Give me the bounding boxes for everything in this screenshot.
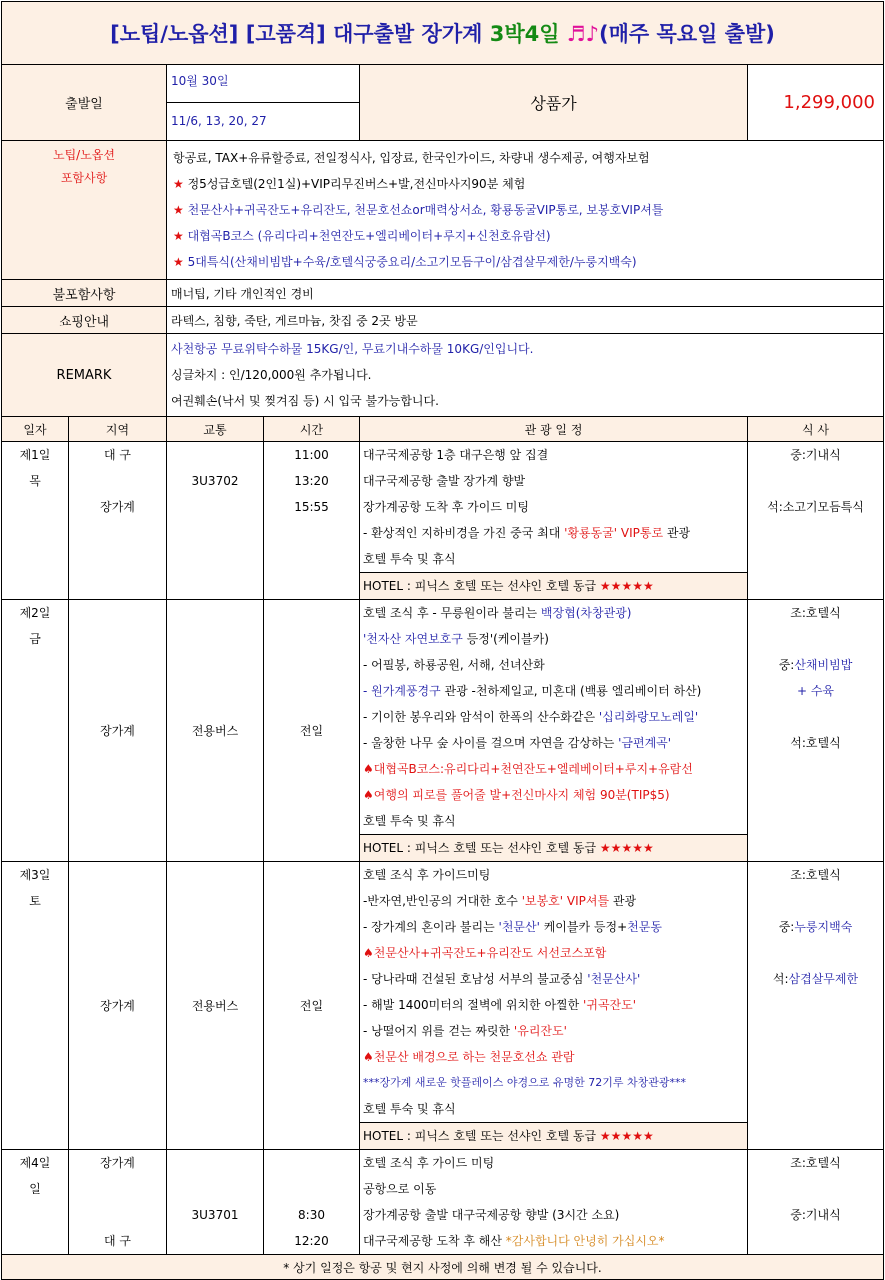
includes-item [173,197,877,223]
includes-label [2,141,167,280]
schedule-item [363,1018,744,1044]
meal-cell [748,862,884,1150]
schedule-highlight: 천문동 [627,920,662,934]
schedule-item [363,914,744,940]
meal: 조:호텔식 [790,606,841,620]
includes-item-text: 5대특식(산채비빔밥+수육/호텔식궁중요리/소고기모듬구이/삼겹살무제한/누룽지백숙) [187,255,637,269]
schedule-text: - 환상적인 지하비경을 가진 중국 최대 [363,526,565,540]
title-departure-note: (매주 목요일 출발) [599,22,775,46]
day-number: 제4일 [19,1156,51,1170]
region: 대 구 [104,1234,131,1248]
day-of-week: 토 [29,894,41,908]
excludes-text: 매너팁, 기타 개인적인 경비 [167,280,884,307]
schedule-highlight: '천문산' [498,920,540,934]
departure-label: 출발일 [2,65,167,141]
time-cell [264,1150,360,1255]
schedule-highlight: '천자산 자연보호구 [363,632,463,646]
shopping-label: 쇼핑안내 [2,307,167,334]
schedule-highlight: '유리잔도' [513,1024,567,1038]
includes-item [173,249,877,275]
price-label: 상품가 [360,65,748,141]
includes-item [173,223,877,249]
music-note-icon: ♬♪ [559,22,600,46]
schedule-item: ♠천문산사+귀곡잔도+유리잔도 서선코스포함 [363,946,607,960]
schedule-cell [360,442,748,600]
includes-item-text: 천문산사+귀곡잔도+유리잔도, 천문호선쇼or매력상서쇼, 황룡동굴VIP통로, 보봉호VIP셔틀 [187,203,664,217]
remark-item: 여권훼손(낙서 및 찢겨짐 등) 시 입국 불가능합니다. [171,394,439,408]
hotel-info [360,1122,747,1149]
schedule-highlight: - 원가계풍경구 [363,684,441,698]
schedule-item [363,600,744,626]
day-of-week: 일 [29,1182,41,1196]
title-duration: 3박4일 [489,22,560,46]
schedule-highlight: 백장협(차창관광) [540,606,632,620]
schedule-cell [360,862,748,1150]
meal: 중:기내식 [790,1208,841,1222]
day-number: 제2일 [19,606,51,620]
hotel-text: HOTEL : 피닉스 호텔 또는 선샤인 호텔 동급 [363,579,600,593]
star-icon: ★ [173,229,184,243]
includes-item: 항공료, TAX+유류할증료, 전일정식사, 입장료, 한국인가이드, 차량내 생수제공, 여행자보험 [173,151,650,165]
schedule-highlight: *감사합니다 안녕히 가십시오* [505,1234,665,1248]
region-cell: 장가계 [69,862,167,1150]
includes-item-text: 정5성급호텔(2인1실)+VIP리무진버스+발,전신마사지90분 체험 [187,177,526,191]
schedule-item [363,1228,744,1254]
schedule-header [2,417,884,442]
day-of-week: 목 [29,474,41,488]
day-label [2,1150,69,1255]
time: 8:30 [298,1208,325,1222]
schedule-text: 관광 -천하제일교, 미혼대 (백룡 엘리베이터 하산) [440,684,702,698]
schedule-item: - 어필봉, 하룡공원, 서해, 선녀산화 [363,658,545,672]
includes-label-line1: 노팁/노옵션 [52,148,115,162]
meal [748,914,883,940]
schedule-item: 호텔 투숙 및 휴식 [363,814,456,828]
star-icon: ★ [173,255,184,269]
meal-prefix: 석: [772,972,789,986]
schedule-highlight: '보봉호' VIP셔틀 [521,894,610,908]
schedule-item: ♠천문산 배경으로 하는 천문호선쇼 관람 [363,1050,575,1064]
schedule-item: 대구국제공항 1층 대구은행 앞 집결 [363,448,549,462]
schedule-text: 대구국제공항 도착 후 해산 [363,1234,506,1248]
remark-item: 사천항공 무료위탁수하물 15KG/인, 무료기내수하물 10KG/인입니다. [171,342,534,356]
header-schedule: 관 광 일 정 [360,417,748,442]
meal-cell [748,442,884,600]
remark-item: 싱글차지 : 인/120,000원 추가됩니다. [171,368,372,382]
schedule-highlight: '귀곡잔도' [583,998,637,1012]
title-text: [노팁/노옵션] [고품격] 대구출발 장가계 [110,22,490,46]
meal-special: 산채비빔밥 [794,658,853,672]
day-number: 제1일 [19,448,51,462]
schedule-text: 관광 [609,894,637,908]
remark-list [167,334,884,417]
header-time: 시간 [264,417,360,442]
day-row-3 [2,862,884,1150]
itinerary-document [1,1,883,1280]
meal-special: + 수육 [796,684,835,698]
day-label [2,600,69,862]
schedule-item: 장가계공항 도착 후 가이드 미팅 [363,500,529,514]
departure-dates [167,65,360,141]
hotel-text: HOTEL : 피닉스 호텔 또는 선샤인 호텔 동급 [363,841,600,855]
region: 대 구 [104,448,131,462]
time-cell [264,442,360,600]
meal-special: 삼겹살무제한 [788,972,859,986]
schedule-cell [360,600,748,862]
meal: 석:소고기모듬특식 [767,500,864,514]
schedule-text: - 장가계의 혼이라 불리는 [363,920,499,934]
schedule-item [363,888,744,914]
header-transport: 교통 [167,417,264,442]
transport-cell: 전용버스 [167,600,264,862]
time: 12:20 [294,1234,329,1248]
meal: 조:호텔식 [790,1156,841,1170]
meal: 조:호텔식 [790,868,841,882]
time-cell: 전일 [264,600,360,862]
schedule-text: - 기이한 봉우리와 암석이 한폭의 산수화같은 [363,710,599,724]
shopping-text: 라텍스, 침향, 죽탄, 게르마늄, 찻집 중 2곳 방문 [167,307,884,334]
schedule-text: 등정'(케이블카) [462,632,549,646]
schedule-item: 대구국제공항 출발 장가계 향발 [363,474,526,488]
hotel-text: HOTEL : 피닉스 호텔 또는 선샤인 호텔 동급 [363,1129,600,1143]
schedule-item: ***장가계 새로운 핫플레이스 야경으로 유명한 72기루 차창관광*** [363,1076,686,1089]
time: 11:00 [294,448,329,462]
schedule-item [363,704,744,730]
transport-cell [167,1150,264,1255]
header-meal: 식 사 [748,417,884,442]
price-value: 1,299,000 [748,65,884,141]
star-icon: ★ [173,177,184,191]
star-icon: ★ [173,203,184,217]
meal-cell [748,1150,884,1255]
star-rating-icon: ★★★★★ [599,841,654,855]
includes-item [173,171,877,197]
header-region: 지역 [69,417,167,442]
schedule-text: - 울창한 나무 숲 사이를 걸으며 자연을 감상하는 [363,736,619,750]
day-row-1 [2,442,884,600]
meal-prefix: 중: [778,658,795,672]
time-cell: 전일 [264,862,360,1150]
meal-cell [748,600,884,862]
includes-item-text: 대협곡B코스 (유리다리+천연잔도+엘리베이터+루지+신천호유람선) [187,229,551,243]
star-rating-icon: ★★★★★ [599,1129,654,1143]
schedule-text: 호텔 조식 후 - 무릉원이라 불리는 [363,606,541,620]
meal: 중:기내식 [790,448,841,462]
schedule-text: - 낭떨어지 위를 걷는 짜릿한 [363,1024,514,1038]
schedule-highlight: '십리화랑모노레일' [598,710,699,724]
meal: 석:호텔식 [790,736,841,750]
page-title [2,2,884,65]
flight-number: 3U3702 [191,474,239,488]
schedule-item [363,520,744,546]
transport-cell [167,442,264,600]
day-label [2,862,69,1150]
includes-list [167,141,884,280]
schedule-item: 호텔 조식 후 가이드미팅 [363,868,491,882]
meal [748,652,883,678]
header-day: 일자 [2,417,69,442]
region: 장가계 [100,1156,135,1170]
departure-date-list: 11/6, 13, 20, 27 [167,102,359,140]
schedule-item: ♠여행의 피로를 풀어줄 발+전신마사지 체험 90분(TIP$5) [363,788,670,802]
schedule-text: 케이블카 등정+ [539,920,628,934]
schedule-highlight: '금편계곡' [618,736,672,750]
includes-label-line2: 포함사항 [60,171,108,185]
day-of-week: 금 [29,632,41,646]
schedule-item: 호텔 투숙 및 휴식 [363,552,456,566]
day-row-4 [2,1150,884,1255]
schedule-item [363,966,744,992]
hotel-info [360,834,747,861]
schedule-item [363,992,744,1018]
footer-notice: * 상기 일정은 항공 및 현지 사정에 의해 변경 될 수 있습니다. [2,1255,884,1280]
transport-cell: 전용버스 [167,862,264,1150]
schedule-text: - 당나라때 건설된 호남성 서부의 불교중심 [363,972,588,986]
schedule-item: 장가계공항 출발 대구국제공항 향발 (3시간 소요) [363,1208,620,1222]
schedule-text: -반자연,반인공의 거대한 호수 [363,894,522,908]
star-rating-icon: ★★★★★ [599,579,654,593]
schedule-item: ♠대협곡B코스:유리다리+천연잔도+엘레베이터+루지+유람선 [363,762,693,776]
schedule-cell [360,1150,748,1255]
region-cell [69,442,167,600]
schedule-text: - 해발 1400미터의 절벽에 위치한 아찔한 [363,998,584,1012]
schedule-highlight: '천문산사' [587,972,641,986]
schedule-item: 공항으로 이동 [363,1182,437,1196]
excludes-label: 불포함사항 [2,280,167,307]
schedule-text: 관광 [663,526,691,540]
meal-prefix: 중: [778,920,795,934]
schedule-item: 호텔 투숙 및 휴식 [363,1102,456,1116]
schedule-item [363,730,744,756]
meal [748,966,883,992]
remark-label: REMARK [2,334,167,417]
schedule-item [363,678,744,704]
schedule-item: 호텔 조식 후 가이드 미팅 [363,1156,495,1170]
flight-number: 3U3701 [191,1208,239,1222]
schedule-highlight: '황룡동굴' VIP통로 [564,526,664,540]
meal-special: 누룽지백숙 [794,920,853,934]
region-cell [69,1150,167,1255]
region-cell: 장가계 [69,600,167,862]
time: 15:55 [294,500,329,514]
region: 장가계 [100,500,135,514]
hotel-info [360,572,747,599]
day-label [2,442,69,600]
departure-date-primary: 10월 30일 [171,74,229,88]
day-row-2 [2,600,884,862]
schedule-item [363,626,744,652]
itinerary-table [1,1,884,1280]
day-number: 제3일 [19,868,51,882]
time: 13:20 [294,474,329,488]
